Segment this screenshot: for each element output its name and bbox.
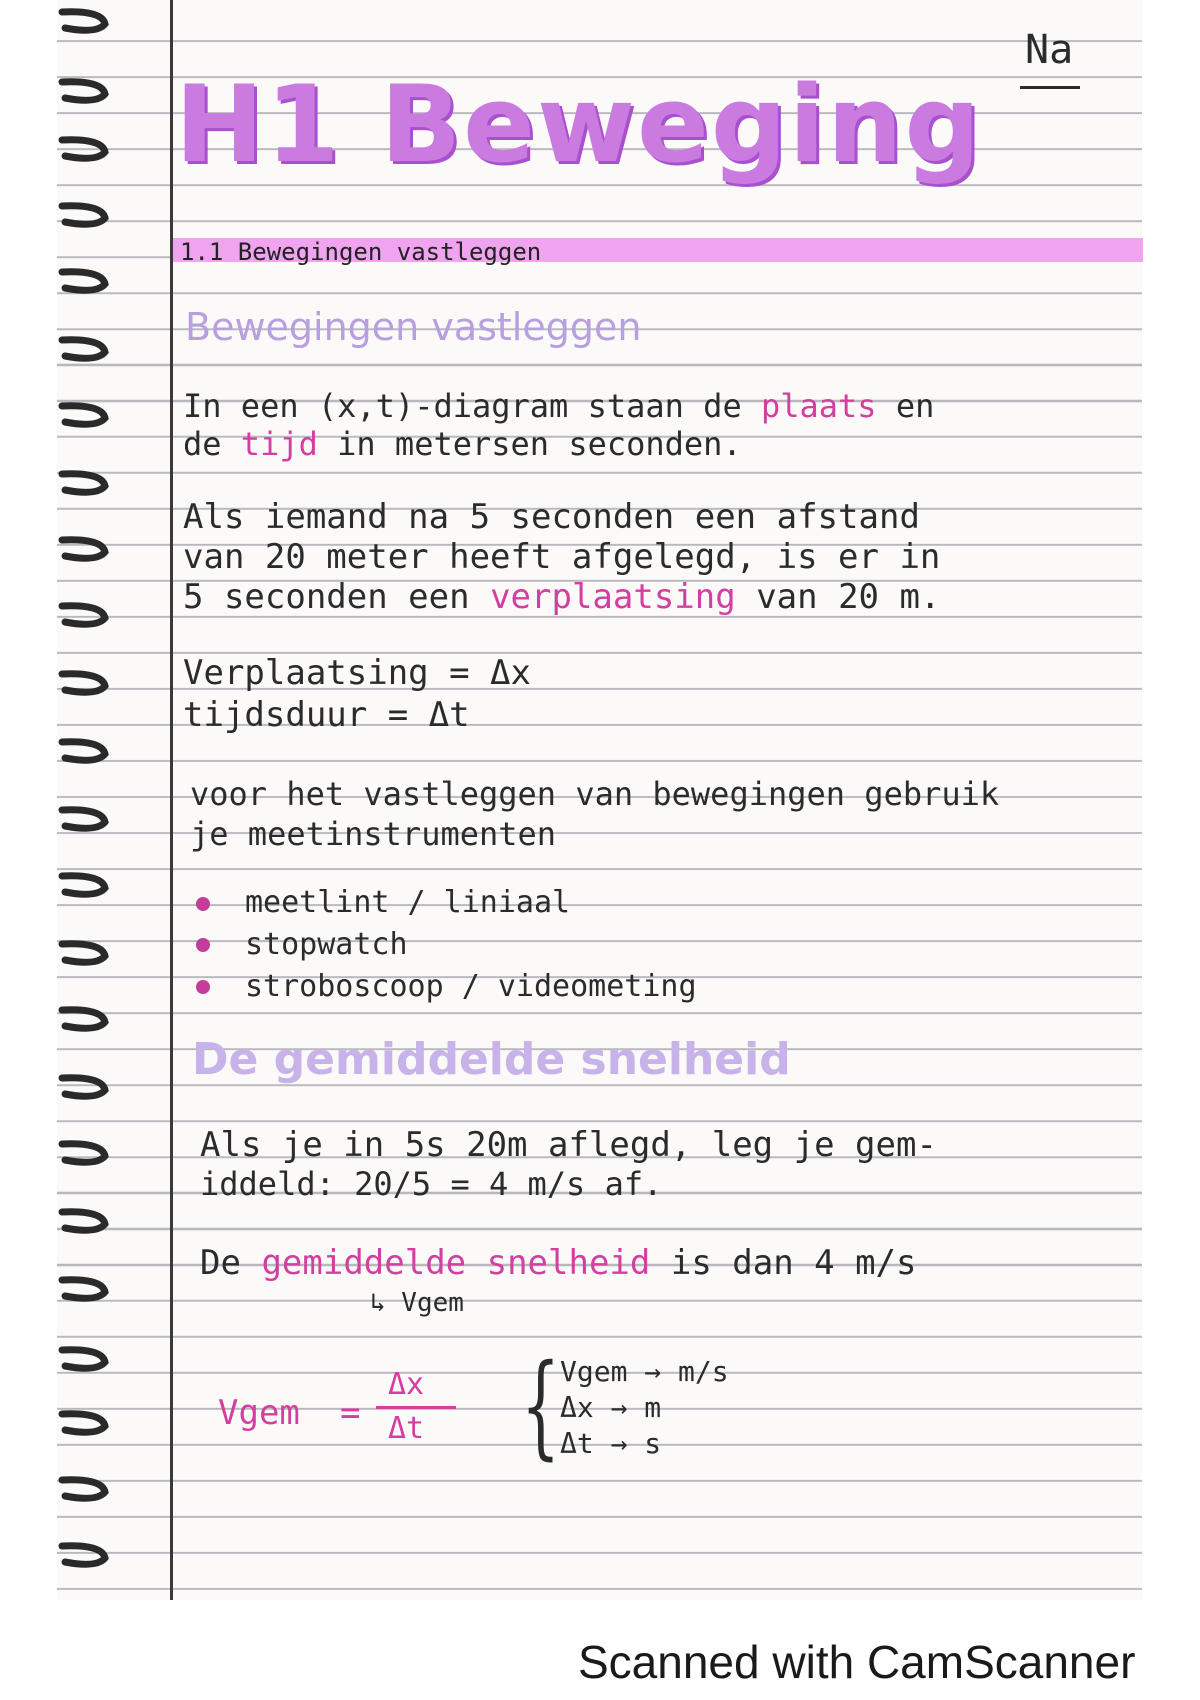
text-fragment: De	[200, 1243, 241, 1283]
paragraph-5	[200, 1243, 917, 1283]
scanner-watermark: Scanned with CamScanner	[578, 1636, 1136, 1688]
paragraph-1-line-2	[183, 425, 742, 463]
formula-lhs: Vgem	[218, 1393, 300, 1433]
brace-icon: {	[521, 1341, 561, 1471]
list-item: stroboscoop / videometing	[245, 969, 697, 1004]
paragraph-4-line-2: iddeld: 20/5 = 4 m/s af.	[200, 1165, 663, 1203]
keyword-tijd: tijd	[240, 425, 318, 463]
unit-line: Δx → m	[560, 1391, 662, 1424]
heading-bewegingen-vastleggen: Bewegingen vastleggen	[185, 305, 642, 349]
text-fragment: van 20 m.	[756, 577, 941, 617]
heading-gemiddelde-snelheid: De gemiddelde snelheid	[192, 1034, 791, 1085]
vgem-annotation: ↳ Vgem	[370, 1288, 464, 1318]
text-fragment: is dan 4 m/s	[670, 1243, 917, 1283]
paragraph-2-line-3	[183, 577, 941, 617]
keyword-verplaatsing: verplaatsing	[490, 577, 736, 617]
unit-line: Δt → s	[560, 1427, 662, 1460]
list-item: meetlint / liniaal	[245, 885, 571, 920]
paragraph-4-line-1: Als je in 5s 20m aflegd, leg je gem-	[200, 1125, 937, 1165]
paragraph-2-line-1: Als iemand na 5 seconden een afstand	[183, 497, 920, 537]
spiral-binding-icon	[57, 0, 117, 1600]
bullet-icon	[196, 897, 210, 911]
keyword-plaats: plaats	[760, 387, 877, 425]
text-fragment: In een (x,t)-diagram staan de	[183, 387, 742, 425]
paragraph-3-line-2: je meetinstrumenten	[190, 815, 557, 853]
corner-note-underline	[1020, 86, 1080, 89]
list-item: stopwatch	[245, 927, 408, 962]
text-fragment: en	[895, 387, 935, 425]
text-fragment: 5 seconden een	[183, 577, 470, 617]
bullet-icon	[196, 938, 210, 952]
definition-verplaatsing: Verplaatsing = Δx	[183, 653, 531, 693]
paragraph-3-line-1: voor het vastleggen van bewegingen gebruik	[190, 775, 1000, 813]
paragraph-1-line-1	[183, 387, 935, 425]
page-title: H1 Beweging	[175, 63, 983, 186]
keyword-gemiddelde-snelheid: gemiddelde snelheid	[261, 1243, 651, 1283]
definition-tijdsduur: tijdsduur = Δt	[183, 695, 470, 735]
unit-line: Vgem → m/s	[560, 1355, 729, 1388]
section-heading: 1.1 Bewegingen vastleggen	[180, 238, 542, 266]
text-fragment: de	[183, 425, 222, 463]
fraction-bar	[376, 1406, 456, 1409]
formula-denominator: Δt	[388, 1411, 425, 1446]
bullet-icon	[196, 980, 210, 994]
formula-numerator: Δx	[388, 1367, 425, 1402]
paragraph-2-line-2: van 20 meter heeft afgelegd, is er in	[183, 537, 941, 577]
corner-note: Na	[1025, 27, 1074, 73]
text-fragment: in metersen seconden.	[337, 425, 742, 463]
formula-equals: =	[340, 1393, 361, 1433]
